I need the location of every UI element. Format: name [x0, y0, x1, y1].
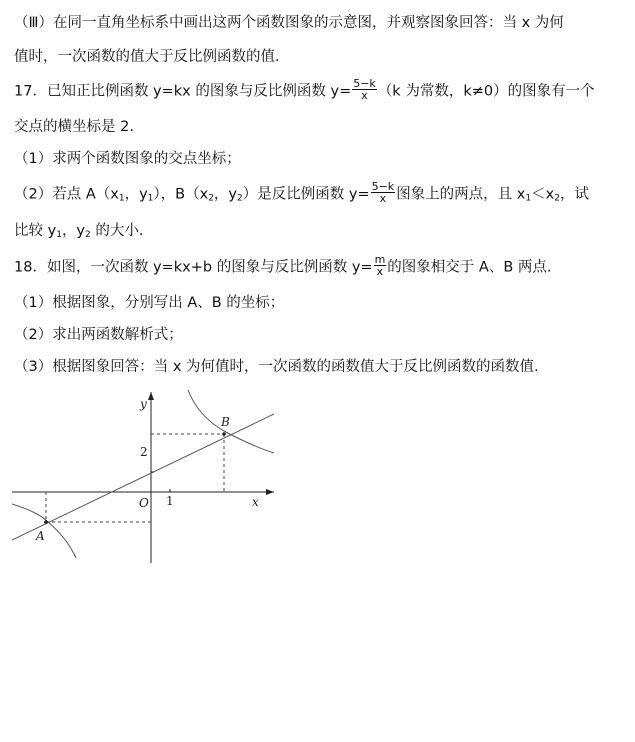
q18-frac-numerator: m [374, 253, 386, 266]
q16-part3-line2 [14, 47, 280, 67]
q18-intro [14, 253, 552, 279]
q17-p2-f: 图象上的两点，且 x [396, 186, 526, 203]
point-a-label: A [36, 529, 45, 543]
q17-line2 [14, 117, 134, 137]
q17-p2l2-a: 比较 y [14, 223, 57, 239]
q18-part2-text: （2）求出两函数解析式； [14, 327, 183, 343]
q17-line2-text: 交点的横坐标是 2. [14, 119, 134, 135]
q17-fraction-2 [371, 181, 396, 204]
q17-part2-line2 [14, 221, 143, 245]
hyperbola-branch-upper [188, 390, 274, 453]
q17-part2 [14, 180, 589, 209]
q18-part3 [14, 357, 539, 377]
y-axis-label: y [140, 397, 147, 411]
q18-part2 [14, 325, 183, 345]
q17-p2-sub4: 2 [237, 193, 243, 204]
q17-p2-a: （2）若点 A（x [14, 186, 119, 203]
q18-fraction [374, 254, 387, 277]
q17-p2-d: ，y [213, 186, 238, 203]
q17-p2-e: ）是反比例函数 y= [242, 186, 370, 203]
q18-part3-text: （3）根据图象回答：当 x 为何值时，一次函数的函数值大于反比例函数的函数值. [14, 359, 539, 375]
q17-p2-sub5: 1 [525, 193, 532, 204]
q17-p2-sub6: 2 [554, 193, 560, 204]
q17-fraction-1 [352, 78, 377, 101]
x-axis-label: x [252, 495, 259, 509]
x-axis-arrow [266, 489, 274, 495]
q17-p2-h: ，试 [559, 186, 589, 203]
q17-frac2-denominator: x [379, 192, 387, 205]
q17-part1-text: （1）求两个函数图象的交点坐标； [14, 151, 241, 167]
q17-p2-sub3: 2 [208, 193, 214, 204]
q17-intro-a: 17．已知正比例函数 y=kx 的图象与反比例函数 y= [14, 83, 352, 100]
q17-p2-c: ），B（x [153, 186, 209, 203]
y-axis-arrow [148, 392, 154, 400]
q16-part3-text2: 值时，一次函数的值大于反比例函数的值. [14, 49, 280, 65]
linear-function-line [12, 414, 274, 540]
function-graph [12, 388, 274, 563]
q18-intro-b: 的图象相交于 A、B 两点. [387, 259, 552, 276]
q17-p2-b: ，y [124, 186, 148, 203]
q17-p2l2-c: 的大小. [90, 223, 144, 239]
q18-frac-denominator: x [376, 265, 384, 278]
q17-intro [14, 77, 595, 103]
q17-p2l2-sub2: 2 [85, 230, 91, 240]
q17-p2l2-sub1: 1 [56, 230, 62, 240]
y-tick-label: 2 [140, 445, 148, 459]
q17-part1 [14, 149, 241, 169]
q17-intro-b: （k 为常数，k≠0）的图象有一个 [377, 83, 595, 100]
point-a-marker [44, 520, 48, 524]
q17-frac1-denominator: x [361, 89, 368, 102]
x-tick-label: 1 [166, 494, 174, 508]
q17-p2-sub1: 1 [118, 193, 125, 204]
q18-intro-a: 18．如图，一次函数 y=kx+b 的图象与反比例函数 y= [14, 259, 373, 276]
q17-p2l2-b: ，y [61, 223, 86, 239]
origin-label: O [139, 496, 149, 510]
q17-p2-g: ＜x [531, 186, 555, 203]
q17-p2-sub2: 1 [147, 193, 154, 204]
q18-part1-text: （1）根据图象，分别写出 A、B 的坐标； [14, 295, 285, 311]
point-b-label: B [221, 415, 230, 429]
point-b-marker [222, 432, 226, 436]
q18-part1 [14, 293, 284, 313]
q16-part3-line1 [14, 13, 564, 33]
q17-frac2-numerator: 5−k [371, 180, 395, 193]
q16-part3-text1: （Ⅲ）在同一直角坐标系中画出这两个函数图象的示意图，并观察图象回答：当 x 为何 [14, 15, 564, 31]
q17-frac1-numerator: 5−k [353, 77, 376, 90]
